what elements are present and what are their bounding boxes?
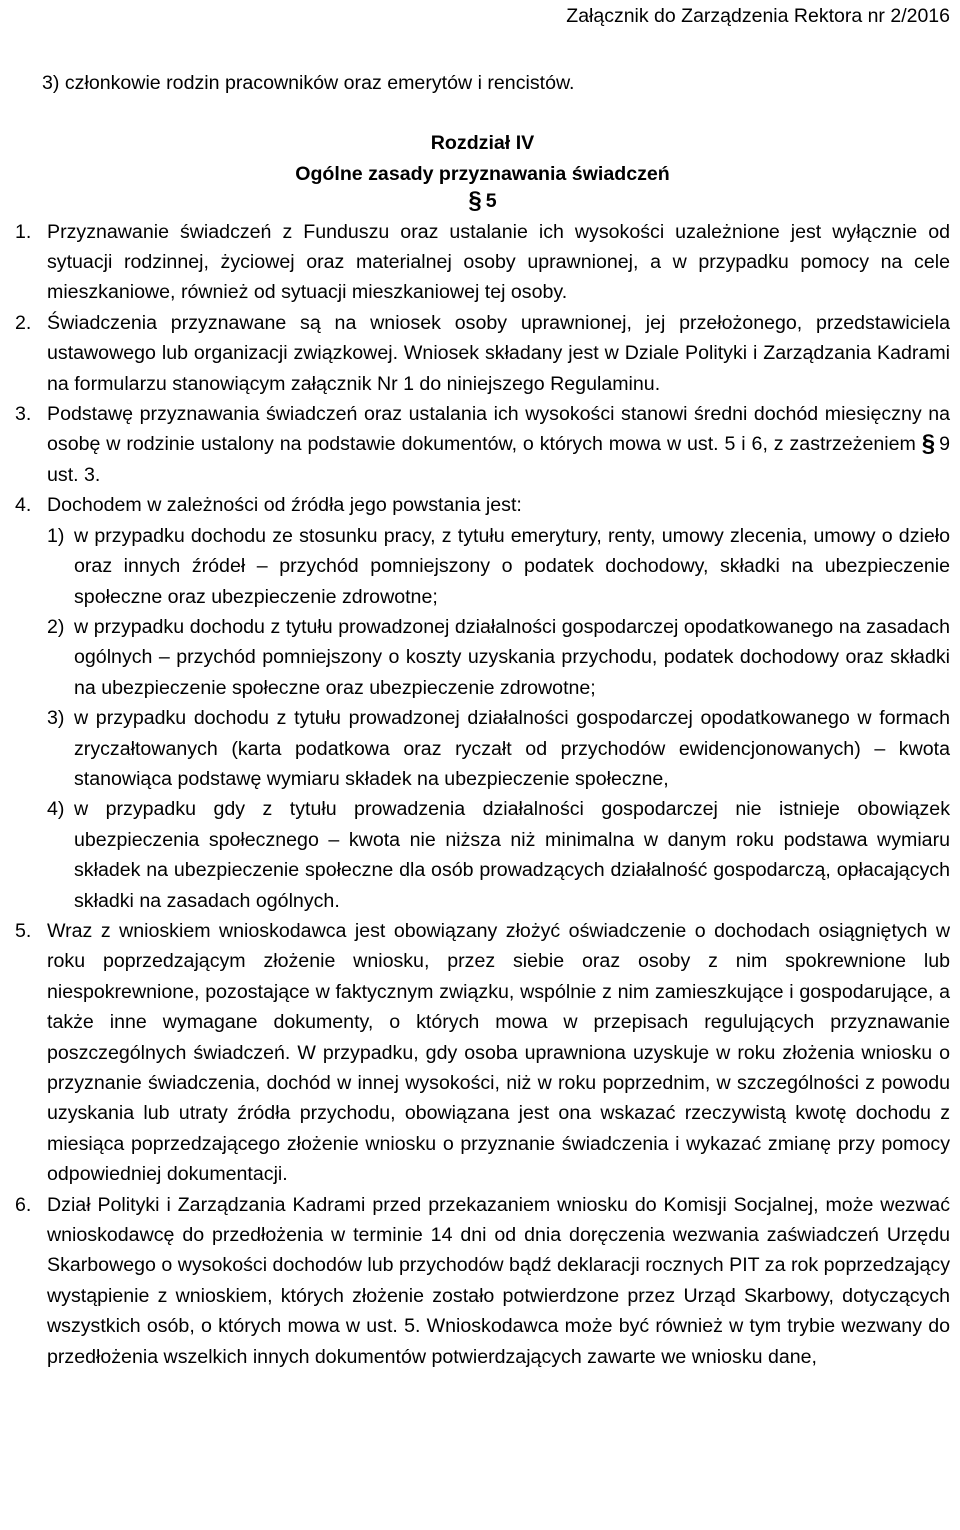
paragraph-number: 2. (15, 311, 32, 334)
chapter-subtitle: Ogólne zasady przyznawania świadczeń (295, 162, 670, 185)
paragraph-number: 4. (15, 494, 32, 517)
paragraph-number: 3. (15, 403, 32, 426)
section-symbol: § (921, 430, 936, 458)
page-header: Załącznik do Zarządzenia Rektora nr 2/2016 (566, 5, 950, 27)
paragraph-4 (15, 490, 950, 916)
paragraph-text (47, 399, 950, 490)
paragraph-2 (15, 308, 950, 399)
list-item-number: 2) (47, 615, 65, 638)
paragraph-6 (15, 1190, 950, 1372)
list-item-text: w przypadku dochodu z tytułu prowadzonej działalności gospodarczej opodatkowanego w formach zryczałtowanych (karta podatkowa oraz ryczałt od przychodów ewidencjonowanych) – kwota stanowiąca podstawę wymiaru składek na ubezpieczenie społeczne, (74, 707, 950, 790)
paragraph-text: Dochodem w zależności od źródła jego powstania jest: (47, 494, 522, 517)
paragraph-5 (15, 916, 950, 1190)
list-item-text: w przypadku dochodu z tytułu prowadzonej działalności gospodarczej opodatkowanego na zasadach ogólnych – przychód pomniejszony o koszty uzyskania przychodu, podatek dochodowy oraz składki na ubezpieczenie społeczne oraz ubezpieczenie zdrowotne; (74, 615, 950, 699)
list-item (47, 521, 950, 612)
paragraph-text: Świadczenia przyznawane są na wniosek osoby uprawnionej, jej przełożonego, przedstawiciela ustawowego lub organizacji związkowej. Wniosek składany jest w Dziale Polityki i Zarządzania Kadrami na formularzu stanowiącym załącznik Nr 1 do niniejszego Regulaminu. (47, 311, 950, 395)
section-heading (15, 186, 950, 216)
paragraph-number: 5. (15, 919, 32, 942)
paragraph-3 (15, 399, 950, 490)
list-item-text: w przypadku dochodu ze stosunku pracy, z tytułu emerytury, renty, umowy zlecenia, umowy o dzieło oraz innych źródeł – przychód pomniejszony o podatek dochodowy, składki na ubezpieczenie społeczne oraz ubezpieczenie zdrowotne; (74, 524, 950, 608)
paragraph-number: 6. (15, 1193, 32, 1216)
list-item-number: 1) (47, 524, 65, 547)
paragraph-number: 1. (15, 220, 32, 243)
intro-item: 3) członkowie rodzin pracowników oraz emerytów i rencistów. (42, 72, 575, 94)
paragraph-1 (15, 217, 950, 308)
list-item (47, 703, 950, 794)
paragraph-text: Wraz z wnioskiem wnioskodawca jest obowiązany złożyć oświadczenie o dochodach osiągniętych w roku poprzedzającym złożenie wniosku, przez siebie oraz osoby z nim spokrewnione lub niespokrewnione, pozostające w faktycznym związku, wspólnie z nim zamieszkujące i gospodarujące, a także inne wymagane dokumenty, o których mowa w przepisach regulujących przyznawanie poszczególnych świadczeń. W przypadku, gdy osoba uprawniona uzyskuje w roku złożenia wniosku o przyznanie świadczenia, dochód w innej wysokości, niż w roku poprzednim, w szczególności z powodu uzyskania lub utraty źródła przychodu, obowiązana jest ona wskazać rzeczywistą kwotę dochodu z miesiąca poprzedzającego złożenie wniosku o przyznanie świadczenia i wykazać zmianę przy pomocy odpowiedniej dokumentacji. (47, 919, 950, 1186)
list-item (47, 612, 950, 703)
paragraph-text-a: Podstawę przyznawania świadczeń oraz ustalania ich wysokości stanowi średni dochód miesięczny na osobę w rodzinie ustalony na podstawie dokumentów, o których mowa w ust. 5 i 6, z zastrzeżeniem (47, 403, 950, 456)
list-item-number: 3) (47, 707, 65, 730)
section-number: 5 (485, 190, 497, 213)
section-symbol: § (468, 187, 482, 215)
document-body (15, 68, 950, 1372)
list-item-number: 4) (47, 798, 65, 821)
list-item (47, 794, 950, 916)
paragraph-text: Przyznawanie świadczeń z Funduszu oraz ustalanie ich wysokości uzależnione jest wyłącznie od sytuacji rodzinnej, życiowej oraz materialnej osoby uprawnionej, a w przypadku pomocy na cele mieszkaniowe, również od sytuacji mieszkaniowej tej osoby. (47, 220, 950, 304)
paragraph-text: Dział Polityki i Zarządzania Kadrami przed przekazaniem wniosku do Komisji Socjalnej, może wezwać wnioskodawcę do przedłożenia w terminie 14 dni od dnia doręczenia wezwania zaświadczeń Urzędu Skarbowego o wysokości dochodów lub przychodów bądź deklaracji rocznych PIT za rok poprzedzający wystąpienie z wnioskiem, których złożenie zostało potwierdzone przez Urząd Skarbowy, dotyczących wszystkich osób, o których mowa w ust. 5. Wnioskodawca może być również w tym trybie wezwany do przedłożenia wszelkich innych dokumentów potwierdzających zawarte we wniosku dane, (47, 1193, 950, 1368)
chapter-title: Rozdział IV (430, 132, 535, 155)
list-item-text: w przypadku gdy z tytułu prowadzenia działalności gospodarczej nie istnieje obowiązek ubezpieczenia społecznego – kwota nie niższa niż minimalna w danym roku podstawa wymiaru składek na ubezpieczenie społeczne dla osób prowadzących działalność gospodarczą, opłacających składki na zasadach ogólnych. (74, 798, 950, 912)
paragraph-text-b: 9 ust. 3. (47, 433, 950, 486)
